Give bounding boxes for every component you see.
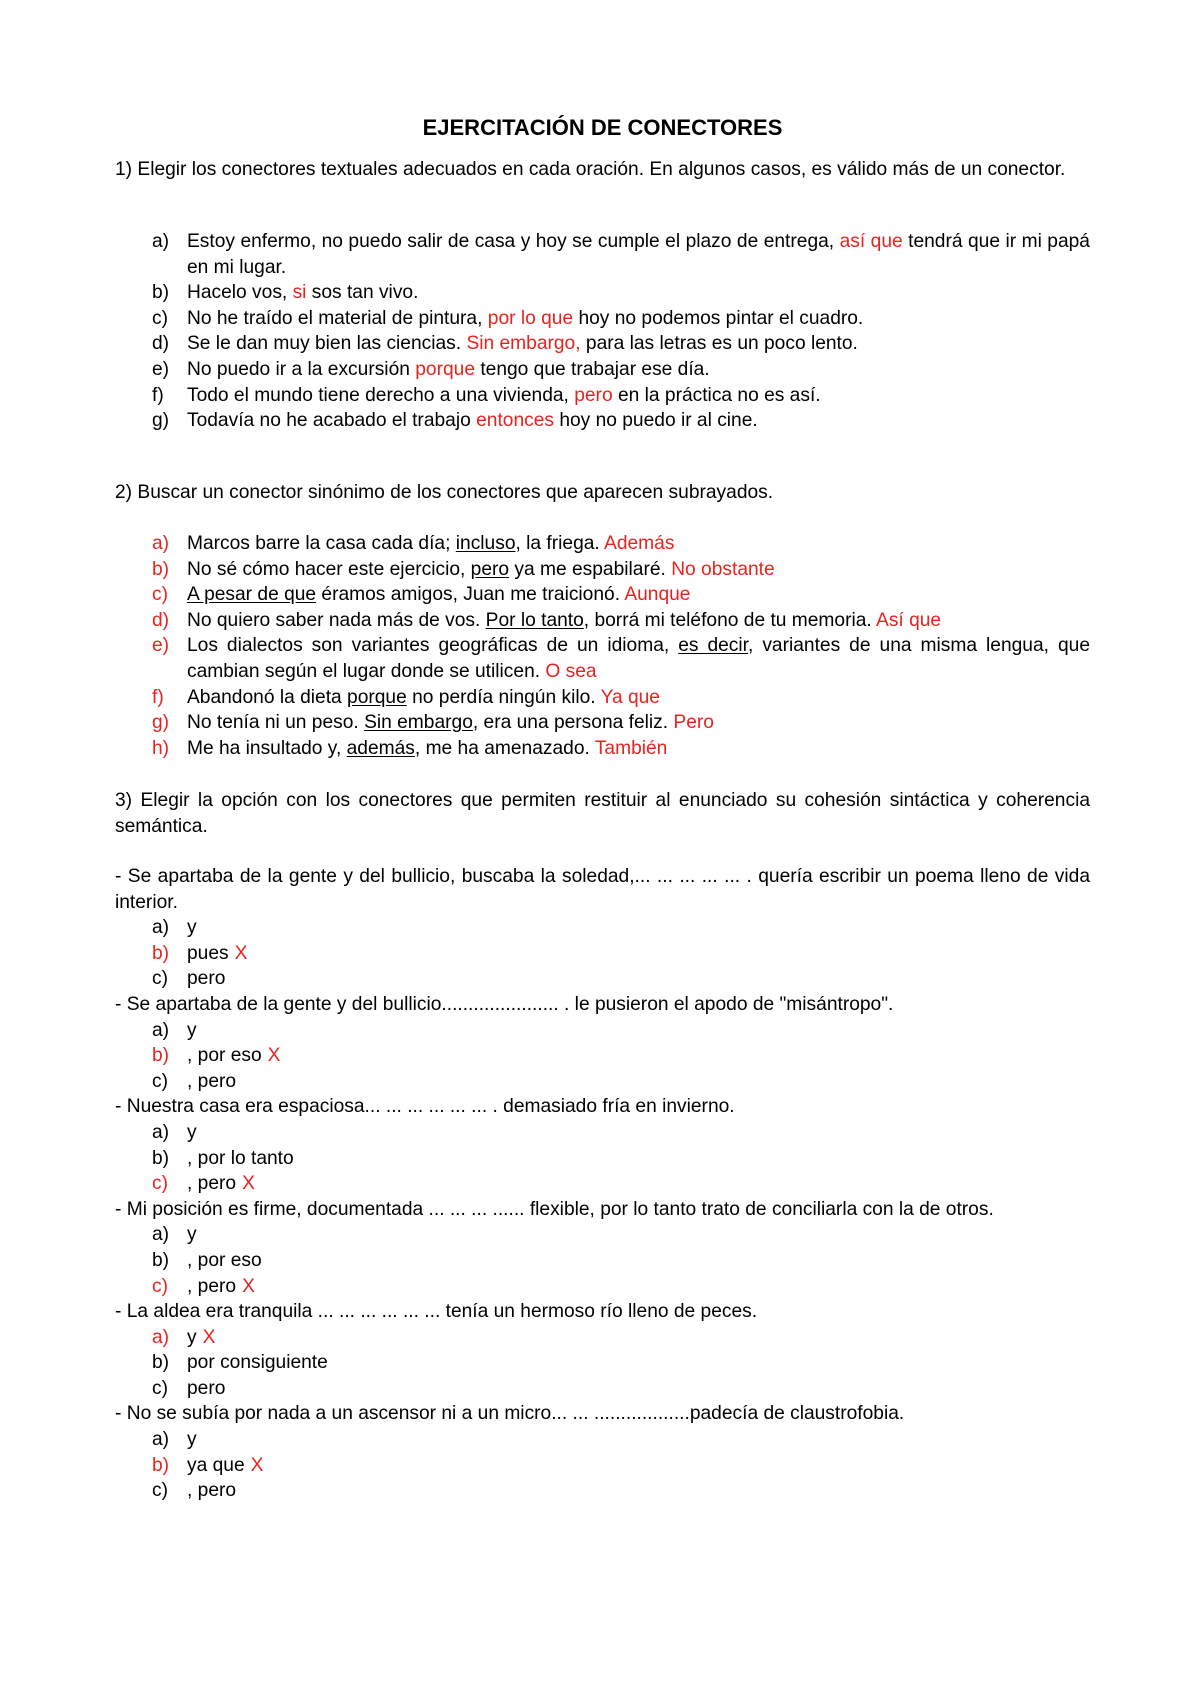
option-item: a) y xyxy=(152,1019,197,1041)
underlined-connector: Por lo tanto xyxy=(485,609,584,631)
selected-mark-icon: X xyxy=(267,1045,281,1067)
answer-connector: por lo que xyxy=(487,307,574,329)
option-list xyxy=(115,1120,1090,1197)
option-item: c) pero xyxy=(152,968,226,990)
option-item: c) , pero xyxy=(152,1480,237,1502)
answer-connector: No obstante xyxy=(671,558,775,580)
underlined-connector: A pesar de que xyxy=(187,584,317,606)
section-1-list xyxy=(115,229,1090,434)
option-item: b) ya que X xyxy=(152,1454,264,1476)
option-item: b) por consiguiente xyxy=(152,1352,328,1374)
underlined-connector: incluso xyxy=(455,533,516,554)
underlined-connector: Sin embargo xyxy=(364,712,473,734)
section-2-list xyxy=(115,531,1090,761)
option-item: c) , pero xyxy=(152,1070,237,1092)
selected-mark-icon: X xyxy=(234,942,248,964)
option-item: c) , pero X xyxy=(152,1173,255,1195)
list-item: c) A pesar de que éramos amigos, Juan me traicionó. Aunque xyxy=(152,584,691,606)
answer-connector: Pero xyxy=(673,712,714,734)
selected-mark-icon: X xyxy=(242,1173,255,1195)
selected-mark-icon: X xyxy=(242,1275,255,1297)
page-title: EJERCITACIÓN DE CONECTORES xyxy=(422,115,783,140)
underlined-connector: porque xyxy=(347,686,407,708)
option-item: b) pues X xyxy=(152,942,248,964)
answer-connector: si xyxy=(292,282,307,304)
section-3-questions xyxy=(115,864,1090,1504)
question-text: - Mi posición es firme, documentada ... ... ... ...... flexible, por lo tanto trato de conciliarla con la de otros. xyxy=(115,1198,994,1220)
option-item: a) y xyxy=(152,1429,197,1451)
option-list xyxy=(115,1222,1090,1299)
option-item: b) , por eso xyxy=(152,1249,262,1271)
underlined-connector: además xyxy=(346,737,415,759)
option-list xyxy=(115,1018,1090,1095)
list-item: d) No quiero saber nada más de vos. Por lo tanto, borrá mi teléfono de tu memoria. Así que xyxy=(152,609,942,631)
option-item: a) y xyxy=(152,1121,197,1143)
question-text: - Se apartaba de la gente y del bullicio, buscaba la soledad,... ... ... ... ... . quería escribir un poema lleno de vida interior. xyxy=(115,866,1090,913)
section-3-intro: 3) Elegir la opción con los conectores que permiten restituir al enunciado su cohesión sintáctica y coherencia semántica. xyxy=(115,790,1090,837)
list-item: b) Hacelo vos, si sos tan vivo. xyxy=(152,282,419,304)
question-text: - La aldea era tranquila ... ... ... ... ... ... tenía un hermoso río lleno de peces. xyxy=(115,1301,758,1323)
list-item: a) Marcos barre la casa cada día; incluso, la friega. Además xyxy=(152,533,675,554)
list-item: a) Estoy enfermo, no puedo salir de casa y hoy se cumple el plazo de entrega, así que tendrá que ir mi papá en mi lugar. xyxy=(152,231,1090,278)
answer-connector: Así que xyxy=(876,609,942,631)
list-item: e) No puedo ir a la excursión porque tengo que trabajar ese día. xyxy=(152,358,710,380)
answer-connector: entonces xyxy=(476,410,554,432)
list-item: f) Todo el mundo tiene derecho a una vivienda, pero en la práctica no es así. xyxy=(152,384,821,406)
selected-mark-icon: X xyxy=(202,1326,216,1348)
list-item: e) Los dialectos son variantes geográficas de un idioma, es decir, variantes de una misma lengua, que cambian según el lugar donde se utilicen. O sea xyxy=(152,635,1090,682)
list-item: g) Todavía no he acabado el trabajo entonces hoy no puedo ir al cine. xyxy=(152,410,758,432)
section-2-intro: 2) Buscar un conector sinónimo de los conectores que aparecen subrayados. xyxy=(115,482,774,503)
answer-connector: Además xyxy=(604,533,675,554)
answer-connector: También xyxy=(594,737,668,759)
option-item: a) y X xyxy=(152,1326,216,1348)
option-item: b) , por eso X xyxy=(152,1045,281,1067)
answer-connector: porque xyxy=(415,358,475,380)
list-item: g) No tenía ni un peso. Sin embargo, era una persona feliz. Pero xyxy=(152,712,714,734)
answer-connector: Ya que xyxy=(600,686,660,708)
selected-mark-icon: X xyxy=(250,1454,264,1476)
list-item: c) No he traído el material de pintura, por lo que hoy no podemos pintar el cuadro. xyxy=(152,307,864,329)
option-item: a) y xyxy=(152,917,197,939)
list-item: b) No sé cómo hacer este ejercicio, pero ya me espabilaré. No obstante xyxy=(152,558,775,580)
question-text: - No se subía por nada a un ascensor ni a un micro... ... ..................padecía de claustrofobia. xyxy=(115,1403,905,1425)
option-item: c) pero xyxy=(152,1377,226,1399)
option-item: b) , por lo tanto xyxy=(152,1147,294,1169)
option-list xyxy=(115,915,1090,992)
list-item: h) Me ha insultado y, además, me ha amenazado. También xyxy=(152,737,668,759)
option-item: a) y xyxy=(152,1224,197,1246)
answer-connector: pero xyxy=(574,384,613,406)
list-item: d) Se le dan muy bien las ciencias. Sin embargo, para las letras es un poco lento. xyxy=(152,333,858,355)
answer-connector: así que xyxy=(839,231,903,252)
answer-connector: Aunque xyxy=(624,584,691,606)
section-1-intro: 1) Elegir los conectores textuales adecuados en cada oración. En algunos casos, es válido más de un conector. xyxy=(115,159,1066,180)
option-item: c) , pero X xyxy=(152,1275,255,1297)
question-text: - Nuestra casa era espaciosa... ... ... ... ... ... . demasiado fría en invierno. xyxy=(115,1096,735,1118)
answer-connector: Sin embargo, xyxy=(466,333,581,355)
option-list xyxy=(115,1325,1090,1402)
underlined-connector: pero xyxy=(470,558,510,580)
answer-connector: O sea xyxy=(545,660,597,682)
question-text: - Se apartaba de la gente y del bullicio...................... . le pusieron el apodo de "misántropo". xyxy=(115,993,894,1015)
list-item: f) Abandonó la dieta porque no perdía ningún kilo. Ya que xyxy=(152,686,660,708)
underlined-connector: es decir xyxy=(678,635,748,657)
option-list xyxy=(115,1427,1090,1504)
